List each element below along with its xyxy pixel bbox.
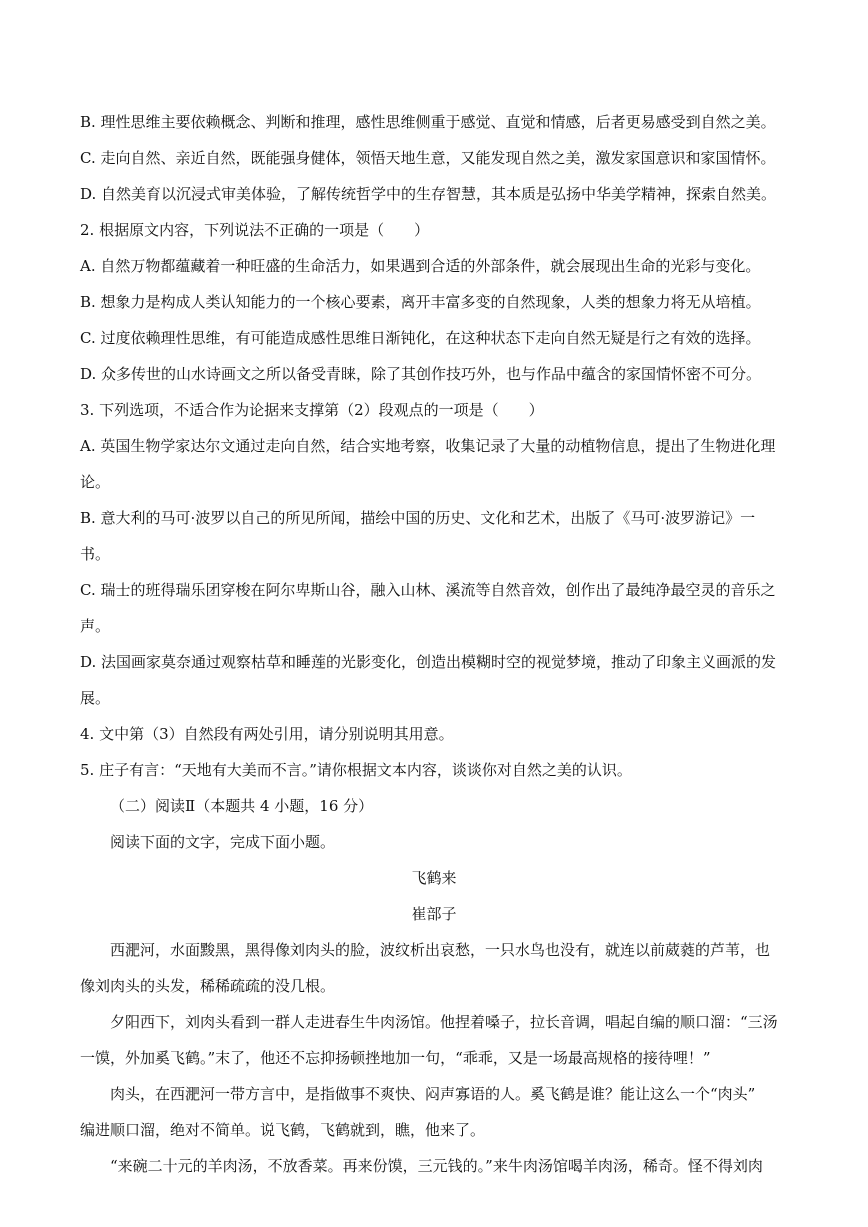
story-paragraph-3: 肉头，在西淝河一带方言中，是指做事不爽快、闷声寡语的人。奚飞鹤是谁？能让这么一个“肉头” — [110, 1085, 756, 1103]
question-2-option-d: D. 众多传世的山水诗画文之所以备受青睐，除了其创作技巧外，也与作品中蕴含的家国情怀密不可分。 — [80, 365, 762, 383]
section-instruction: 阅读下面的文字，完成下面小题。 — [110, 833, 336, 851]
question-3-option-d: D. 法国画家莫奈通过观察枯草和睡莲的光影变化，创造出模糊时空的视觉梦境，推动了印象主义画派的发 — [80, 653, 777, 671]
story-paragraph-4: “来碗二十元的羊肉汤，不放香菜。再来份馍，三元钱的。”来牛肉汤馆喝羊肉汤，稀奇。怪不得刘肉 — [110, 1157, 763, 1175]
story-paragraph-1: 西淝河，水面黢黑，黑得像刘肉头的脸，波纹析出哀愁，一只水鸟也没有，就连以前葳蕤的芦苇，也 — [110, 941, 771, 959]
option-b-line: B. 理性思维主要依赖概念、判断和推理，感性思维侧重于感觉、直觉和情感，后者更易感受到自然之美。 — [80, 113, 776, 131]
option-d-line: D. 自然美育以沉浸式审美体验，了解传统哲学中的生存智慧，其本质是弘扬中华美学精神，探索自然美。 — [80, 185, 777, 203]
story-paragraph-1-cont: 像刘肉头的头发，稀稀疏疏的没几根。 — [80, 977, 336, 995]
option-c-line: C. 走向自然、亲近自然，既能强身健体，领悟天地生意，又能发现自然之美，激发家国意识和家国情怀。 — [80, 149, 776, 167]
section-heading: （二）阅读Ⅱ（本题共 4 小题，16 分） — [110, 797, 374, 815]
question-5: 5. 庄子有言：“天地有大美而不言。”请你根据文本内容，谈谈你对自然之美的认识。 — [80, 761, 632, 779]
question-2-option-a: A. 自然万物都蕴藏着一种旺盛的生命活力，如果遇到合适的外部条件，就会展现出生命的光彩与变化。 — [80, 257, 761, 275]
story-paragraph-2: 夕阳西下，刘肉头看到一群人走进春生牛肉汤馆。他捏着嗓子，拉长音调，唱起自编的顺口溜：“三汤 — [110, 1013, 778, 1031]
story-paragraph-2-cont: 一馍，外加奚飞鹤。”末了，他还不忘抑扬顿挫地加一句，“乖乖，又是一场最高规格的接待哩！” — [80, 1049, 711, 1067]
question-4: 4. 文中第（3）自然段有两处引用，请分别说明其用意。 — [80, 725, 454, 743]
question-3: 3. 下列选项，不适合作为论据来支撑第（2）段观点的一项是（ ） — [80, 401, 544, 419]
question-3-option-a: A. 英国生物学家达尔文通过走向自然，结合实地考察，收集记录了大量的动植物信息，提出了生物进化理 — [80, 437, 776, 455]
question-3-option-c: C. 瑞士的班得瑞乐团穿梭在阿尔卑斯山谷，融入山林、溪流等自然音效，创作出了最纯净最空灵的音乐之 — [80, 581, 776, 599]
story-paragraph-3-cont: 编进顺口溜，绝对不简单。说飞鹤，飞鹤就到，瞧，他来了。 — [80, 1121, 486, 1139]
question-3-option-c-cont: 声。 — [80, 617, 111, 635]
question-3-option-d-cont: 展。 — [80, 689, 111, 707]
question-3-option-b: B. 意大利的马可·波罗以自己的所见所闻，描绘中国的历史、文化和艺术，出版了《马可·波罗游记》一 — [80, 509, 756, 527]
story-author: 崔部子 — [411, 905, 457, 923]
question-3-option-a-cont: 论。 — [80, 473, 111, 491]
question-3-option-b-cont: 书。 — [80, 545, 111, 563]
story-title: 飞鹤来 — [411, 869, 457, 887]
question-2: 2. 根据原文内容，下列说法不正确的一项是（ ） — [80, 221, 430, 239]
question-2-option-b: B. 想象力是构成人类认知能力的一个核心要素，离开丰富多变的自然现象，人类的想象力将无从培植。 — [80, 293, 761, 311]
question-2-option-c: C. 过度依赖理性思维，有可能造成感性思维日渐钝化，在这种状态下走向自然无疑是行之有效的选择。 — [80, 329, 761, 347]
